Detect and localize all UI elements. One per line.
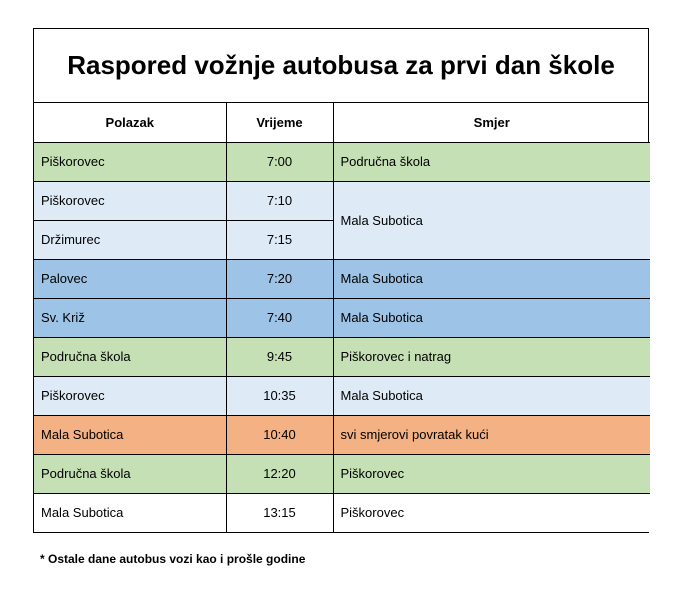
header-direction: Smjer	[333, 103, 650, 142]
schedule-sheet	[33, 28, 649, 533]
direction-cell: Mala Subotica	[333, 259, 650, 298]
direction-cell: svi smjerovi povratak kući	[333, 415, 650, 454]
header-departure: Polazak	[34, 103, 226, 142]
table-row	[34, 298, 650, 337]
time-cell: 13:15	[226, 493, 333, 532]
table-row	[34, 181, 650, 220]
header-time: Vrijeme	[226, 103, 333, 142]
table-row	[34, 493, 650, 532]
departure-cell: Mala Subotica	[34, 415, 226, 454]
direction-cell: Piškorovec	[333, 493, 650, 532]
departure-cell: Palovec	[34, 259, 226, 298]
table-row	[34, 259, 650, 298]
time-cell: 10:40	[226, 415, 333, 454]
direction-cell: Mala Subotica	[333, 376, 650, 415]
departure-cell: Držimurec	[34, 220, 226, 259]
direction-cell: Mala Subotica	[333, 298, 650, 337]
time-cell: 9:45	[226, 337, 333, 376]
time-cell: 10:35	[226, 376, 333, 415]
time-cell: 7:40	[226, 298, 333, 337]
direction-cell: Piškorovec i natrag	[333, 337, 650, 376]
departure-cell: Piškorovec	[34, 181, 226, 220]
departure-cell: Piškorovec	[34, 376, 226, 415]
time-cell: 7:00	[226, 142, 333, 181]
time-cell: 7:15	[226, 220, 333, 259]
direction-cell: Mala Subotica	[333, 181, 650, 259]
table-header-row	[34, 103, 650, 142]
table-row	[34, 415, 650, 454]
table-row	[34, 454, 650, 493]
departure-cell: Područna škola	[34, 337, 226, 376]
time-cell: 7:20	[226, 259, 333, 298]
departure-cell: Mala Subotica	[34, 493, 226, 532]
schedule-table	[34, 103, 650, 532]
time-cell: 12:20	[226, 454, 333, 493]
table-row	[34, 337, 650, 376]
direction-cell: Područna škola	[333, 142, 650, 181]
footnote: * Ostale dane autobus vozi kao i prošle godine	[40, 552, 306, 566]
page-title: Raspored vožnje autobusa za prvi dan škole	[34, 29, 648, 103]
departure-cell: Piškorovec	[34, 142, 226, 181]
table-row	[34, 376, 650, 415]
departure-cell: Područna škola	[34, 454, 226, 493]
time-cell: 7:10	[226, 181, 333, 220]
departure-cell: Sv. Križ	[34, 298, 226, 337]
table-row	[34, 142, 650, 181]
direction-cell: Piškorovec	[333, 454, 650, 493]
